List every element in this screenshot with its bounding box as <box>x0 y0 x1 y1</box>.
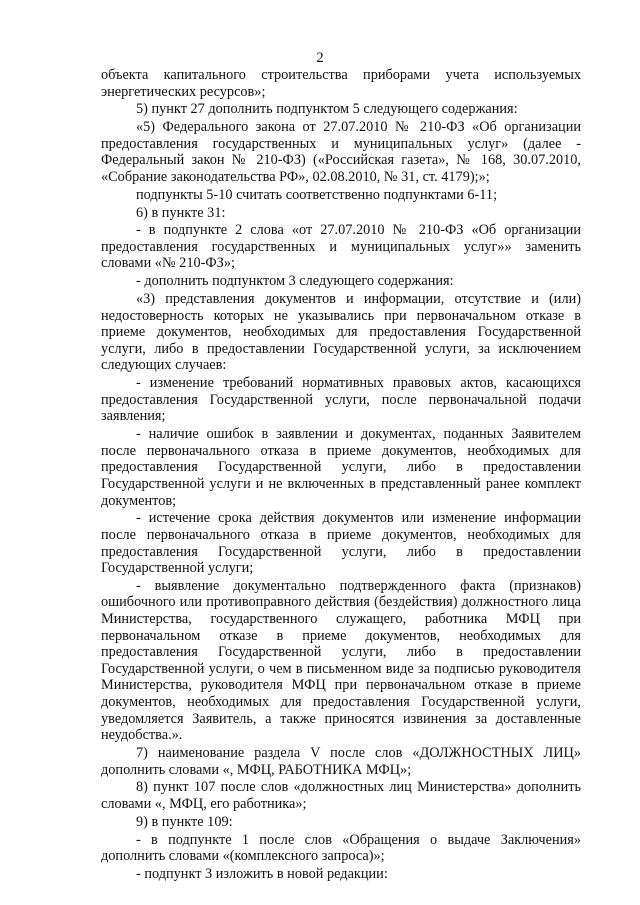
paragraph: - в подпункте 1 после слов «Обращения о выдаче Заключения» дополнить словами «(комплексного запроса)»; <box>101 831 581 865</box>
page-number: 2 <box>316 50 324 66</box>
paragraph: объекта капитального строительства приборами учета используемых энергетических ресурсов»; <box>101 67 581 100</box>
paragraph: 6) в пункте 31: <box>136 204 226 221</box>
paragraph: 8) пункт 107 после слов «должностных лиц Министерства» дополнить словами «, МФЦ, его работника»; <box>101 779 581 812</box>
paragraph: - в подпункте 2 слова «от 27.07.2010 № 210-ФЗ «Об организации предоставления государственных и муниципальных услуг»» заменить словами «№ 210-ФЗ»; <box>101 222 581 272</box>
paragraph: - истечение срока действия документов или изменение информации после первоначального отказа в приеме документов, необходимых для предоставления Государственной услуги, либо в предоставлении Государственной услуги; <box>101 510 581 577</box>
paragraph: - изменение требований нормативных правовых актов, касающихся предоставления Государственной услуги, после первоначальной подачи заявления; <box>101 375 581 425</box>
paragraph: подпункты 5-10 считать соответственно подпунктами 6-11; <box>136 186 498 203</box>
paragraph: 5) пункт 27 дополнить подпунктом 5 следующего содержания: <box>136 101 518 118</box>
paragraph: «3) представления документов и информации, отсутствие и (или) недостоверность которых не указывались при первоначальном отказе в приеме документов, необходимых для предоставления Государственной услуги, либо в предоставлении Государственной услуги, за исключением следующих случаев: <box>101 291 581 374</box>
paragraph: «5) Федерального закона от 27.07.2010 № 210-ФЗ «Об организации предоставления государственных и муниципальных услуг» (далее - Федеральный закон № 210-ФЗ) («Российская газета», № 168, 30.07.2010, «Собрание законодательства РФ», 02.08.2010, № 31, ст. 4179);»; <box>101 119 581 185</box>
paragraph: - выявление документально подтвержденного факта (признаков) ошибочного или противоправного действия (бездействия) должностного лица Министерства, государственного служащего, работника МФЦ при первоначальном отказе в приеме документов, необходимых для предоставления Государственной услуги, либо в предоставлении Государственной услуги, о чем в письменном виде за подписью руководителя Министерства, руководителя МФЦ при первоначальном отказе в приеме документов, необходимых для предоставления Государственной услуги, уведомляется Заявитель, а также приносятся извинения за доставленные неудобства.». <box>101 577 581 744</box>
paragraph: - наличие ошибок в заявлении и документах, поданных Заявителем после первоначального отказа в приеме документов, необходимых для предоставления Государственной услуги, либо в предоставлении Государственной услуги и не включенных в представленный ранее комплект документов; <box>101 426 581 509</box>
paragraph: - подпункт 3 изложить в новой редакции: <box>136 865 388 882</box>
paragraph: 7) наименование раздела V после слов «ДОЛЖНОСТНЫХ ЛИЦ» дополнить словами «, МФЦ, РАБОТНИКА МФЦ»; <box>101 745 581 778</box>
paragraph: 9) в пункте 109: <box>136 813 233 830</box>
document-body <box>101 67 581 883</box>
paragraph: - дополнить подпунктом 3 следующего содержания: <box>136 273 454 290</box>
